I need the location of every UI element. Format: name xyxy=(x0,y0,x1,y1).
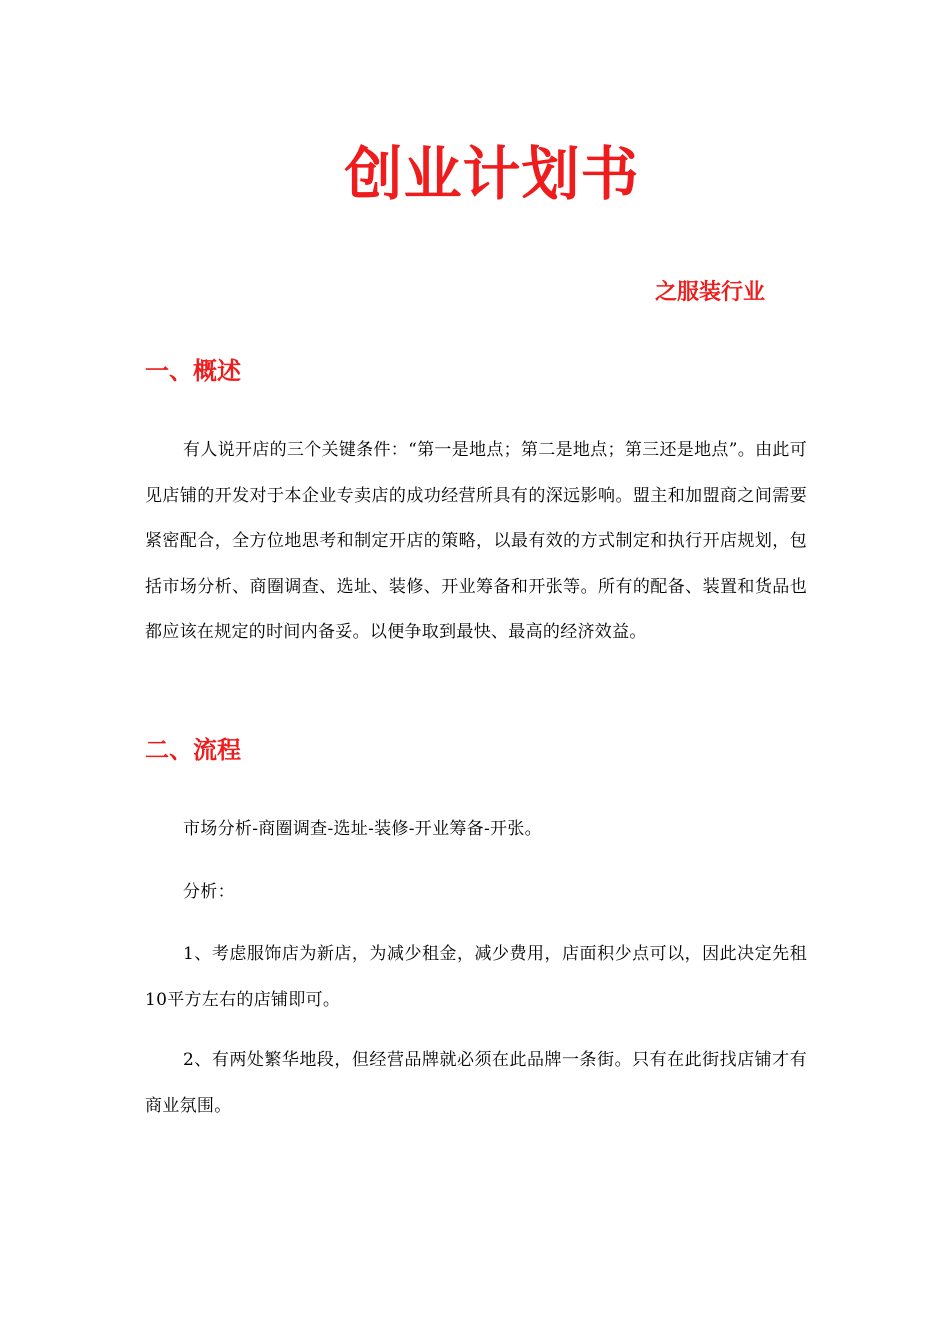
analysis-item-1: 1、考虑服饰店为新店，为减少租金，减少费用，店面积少点可以，因此决定先租10平方左右的店铺即可。 xyxy=(145,944,807,1010)
analysis-label: 分析： xyxy=(183,882,235,902)
section-heading-overview: 一、概述 xyxy=(145,357,241,385)
overview-paragraph: 有人说开店的三个关键条件：“第一是地点；第二是地点；第三还是地点”。由此可见店铺的开发对于本企业专卖店的成功经营所具有的深远影响。盟主和加盟商之间需要紧密配合，全方位地思考和制定开店的策略，以最有效的方式制定和执行开店规划，包括市场分析、商圈调查、选址、装修、开业筹备和开张等。所有的配备、装置和货品也都应该在规定的时间内备妥。以便争取到最快、最高的经济效益。 xyxy=(145,440,807,643)
section-heading-process: 二、流程 xyxy=(145,736,241,764)
analysis-item-2: 2、有两处繁华地段，但经营品牌就必须在此品牌一条街。只有在此街找店铺才有商业氛围。 xyxy=(145,1050,807,1116)
document-subtitle: 之服装行业 xyxy=(655,280,766,305)
document-title: 创业计划书 xyxy=(344,140,640,208)
process-flow-text: 市场分析-商圈调查-选址-装修-开业筹备-开张。 xyxy=(183,819,542,839)
